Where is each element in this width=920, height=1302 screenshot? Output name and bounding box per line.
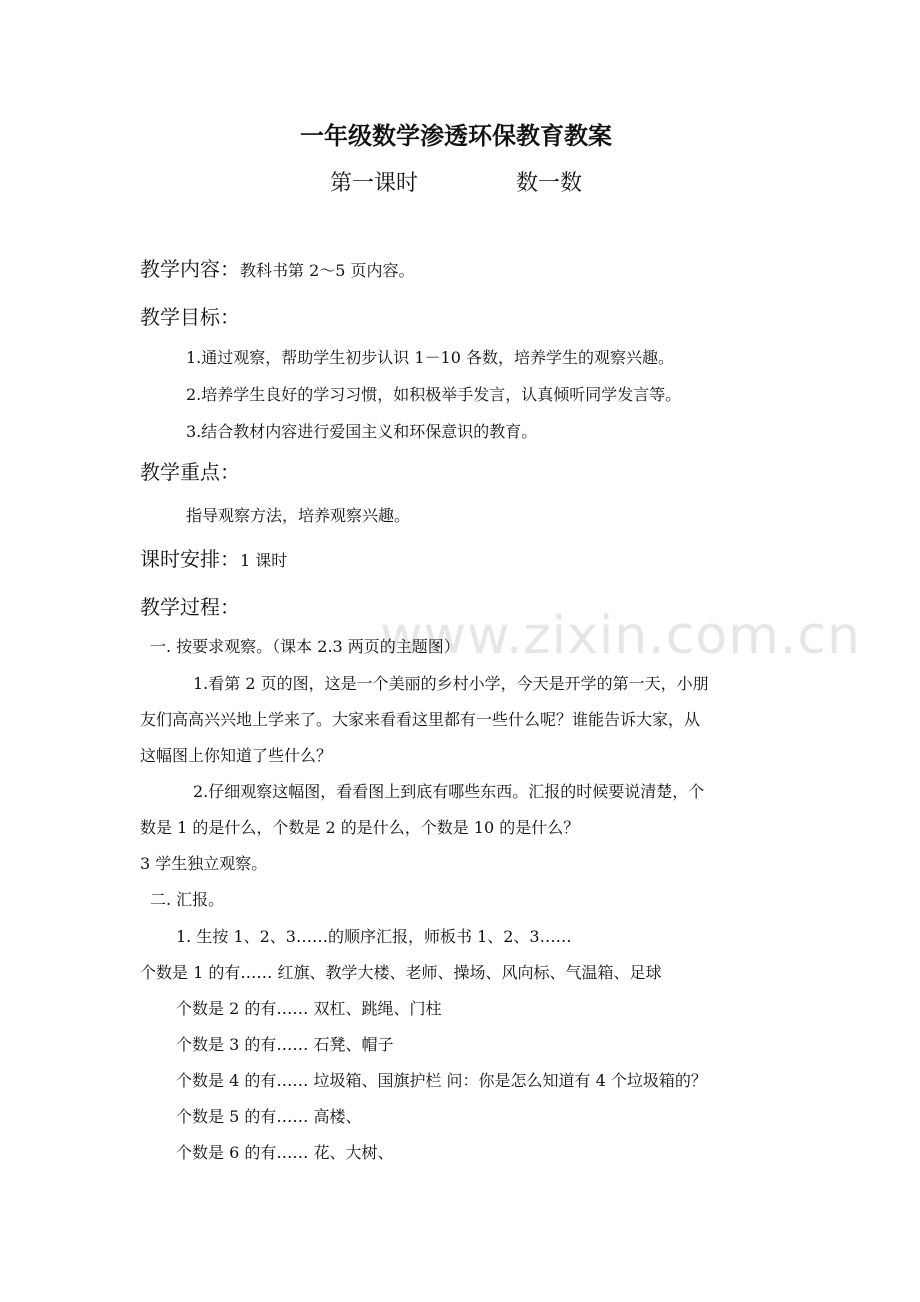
content-line — [140, 259, 415, 279]
subtitle-topic: 数一数 — [516, 171, 583, 196]
watermark: www.zixin.com.cn — [380, 606, 861, 666]
focus-label: 教学重点： — [140, 460, 240, 484]
goal-item-1: 1.通过观察，帮助学生初步认识 1－10 各数，培养学生的观察兴趣。 — [186, 348, 674, 367]
count-line-2: 个数是 2 的有…… 双杠、跳绳、门柱 — [176, 999, 442, 1018]
content-label: 教学内容： — [140, 257, 240, 281]
count-line-6: 个数是 6 的有…… 花、大树、 — [176, 1143, 394, 1162]
goals-label: 教学目标： — [140, 305, 240, 329]
section1-p1-line3: 这幅图上你知道了些什么？ — [140, 746, 333, 765]
count-line-5: 个数是 5 的有…… 高楼、 — [176, 1107, 362, 1126]
goal-item-2: 2.培养学生良好的学习习惯，如积极举手发言，认真倾听同学发言等。 — [186, 385, 682, 404]
schedule-line — [140, 549, 287, 569]
goal-item-3: 3.结合教材内容进行爱国主义和环保意识的教育。 — [186, 422, 538, 441]
section2-item1: 1. 生按 1、2、3……的顺序汇报，师板书 1、2、3…… — [176, 927, 572, 946]
section1-p3: 3 学生独立观察。 — [140, 854, 268, 873]
section1-p2-line2: 数是 1 的是什么，个数是 2 的是什么，个数是 10 的是什么？ — [140, 818, 580, 837]
section1-p1-line1: 1.看第 2 页的图，这是一个美丽的乡村小学，今天是开学的第一天，小朋 — [193, 674, 709, 693]
focus-text: 指导观察方法，培养观察兴趣。 — [186, 506, 411, 525]
count-line-3: 个数是 3 的有…… 石凳、帽子 — [176, 1035, 394, 1054]
count-line-1: 个数是 1 的有…… 红旗、教学大楼、老师、操场、风向标、气温箱、足球 — [140, 963, 662, 982]
count-line-4: 个数是 4 的有…… 垃圾箱、国旗护栏 问：你是怎么知道有 4 个垃圾箱的？ — [176, 1071, 707, 1090]
subtitle-lesson: 第一课时 — [330, 171, 419, 196]
schedule-label: 课时安排： — [140, 547, 240, 571]
content-text: 教科书第 2～5 页内容。 — [240, 261, 415, 280]
section1-heading: 一. 按要求观察。（课本 2.3 两页的主题图） — [150, 637, 460, 656]
section1-p1-line2: 友们高高兴兴地上学来了。大家来看看这里都有一些什么呢？谁能告诉大家，从 — [140, 710, 701, 729]
section1-p2-line1: 2.仔细观察这幅图，看看图上到底有哪些东西。汇报的时候要说清楚，个 — [193, 782, 705, 801]
process-label: 教学过程： — [140, 595, 240, 619]
document-title: 一年级数学渗透环保教育教案 — [300, 122, 612, 150]
schedule-text: 1 课时 — [240, 551, 288, 570]
section2-heading: 二. 汇报。 — [150, 890, 225, 909]
